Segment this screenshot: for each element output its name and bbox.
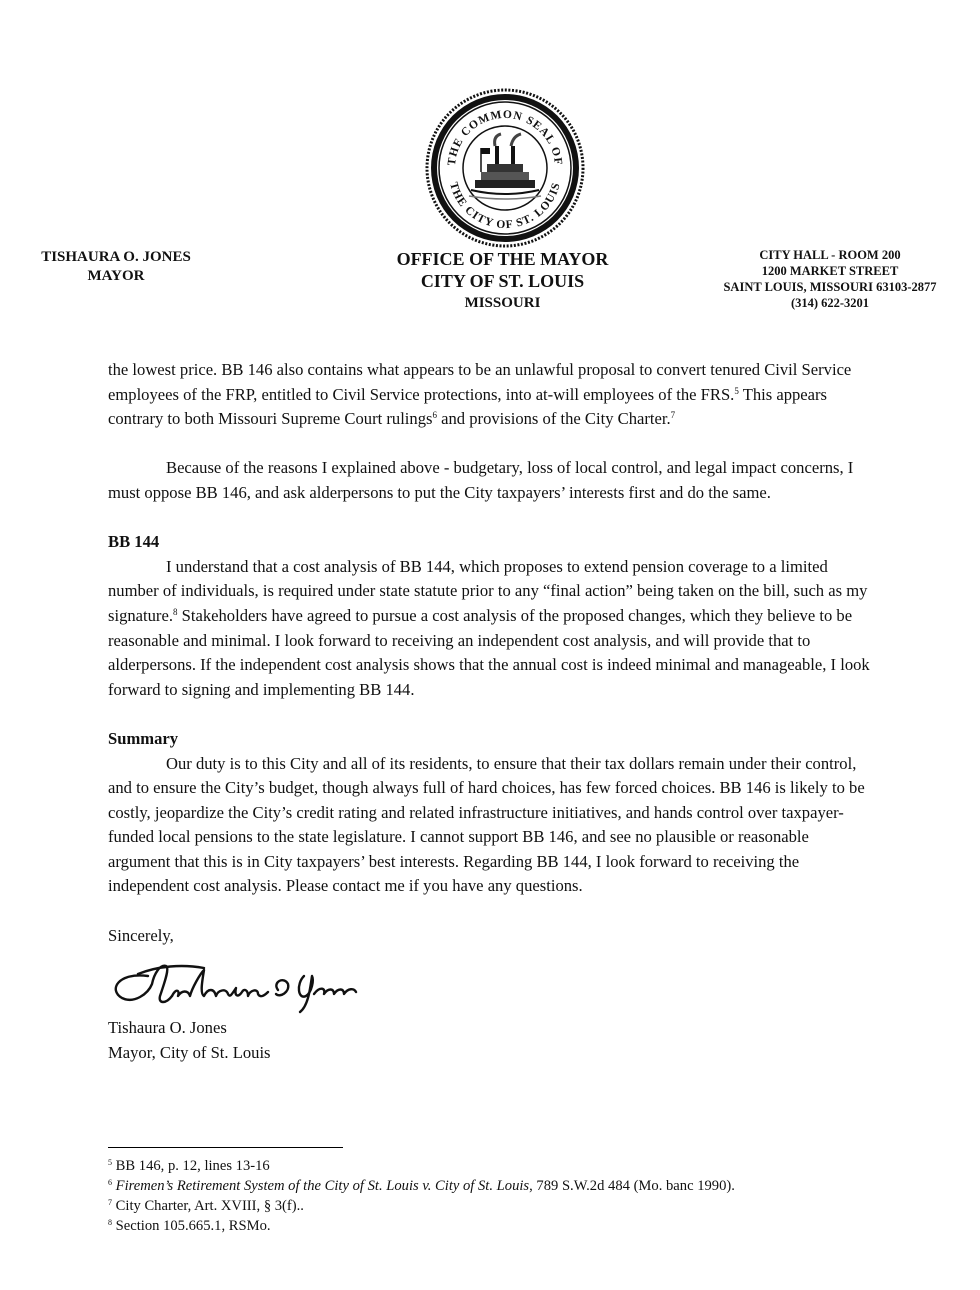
address-line-1: CITY HALL - ROOM 200 — [759, 248, 901, 262]
mayor-title: MAYOR — [87, 268, 145, 284]
letter-body — [108, 358, 873, 1065]
signer-name: Tishaura O. Jones — [108, 1018, 227, 1038]
footnote-7: $^7$ City Charter, Art. XVIII, § 3(f).. — [108, 1198, 304, 1214]
office-header — [380, 248, 625, 314]
footnote-ref-7[interactable]: 7 — [670, 410, 676, 421]
mayor-name: TISHAURA O. JONES — [41, 249, 191, 265]
office-city: CITY OF ST. LOUIS — [420, 271, 585, 291]
footnote-ref-8[interactable]: 8 — [172, 606, 178, 617]
address-header — [705, 247, 955, 311]
signer-title: Mayor, City of St. Louis — [108, 1042, 271, 1062]
city-seal — [425, 88, 585, 248]
footnote-6: $^6$ Firemen’s Retirement System of the City of St. Louis v. City of St. Louis, 789 S.W.2d 484 (Mo. banc 1990). — [108, 1178, 735, 1194]
svg-text:THE COMMON SEAL OF: THE COMMON SEAL OF — [445, 108, 565, 167]
phone-number: (314) 622-3201 — [790, 296, 870, 310]
footnotes — [108, 1156, 888, 1236]
office-state: MISSOURI — [464, 295, 541, 311]
closing: Sincerely, — [108, 925, 174, 945]
footnote-ref-5[interactable]: 5 — [734, 385, 739, 396]
address-line-2: 1200 MARKET STREET — [761, 264, 899, 278]
mayor-header — [30, 248, 202, 286]
paragraph-oppose-bb146: Because of the reasons I explained above - budgetary, loss of local control, and legal impact concerns, I must oppose BB 146, and ask alderpersons to put the City taxpayers’ interests first and do the same. — [108, 458, 854, 502]
paragraph-bb144: I understand that a cost analysis of BB 144, which proposes to extend pension coverage to a limited number of individuals, is required under state statute prior to any “final action” being taken on the bill, such as my signature.$^8$ Stakeholders have agreed to pursue a cost analysis of the proposed changes, which they believe to be reasonable and minimal. I look forward to receiving an independent cost analysis, and will provide that to alderpersons. If the independent cost analysis shows that the annual cost is indeed minimal and manageable, I look forward to signing and implementing BB 144. — [108, 556, 870, 699]
heading-summary: Summary — [108, 728, 179, 748]
footnote-ref-6[interactable]: 6 — [432, 410, 437, 421]
footnote-divider — [108, 1147, 343, 1148]
paragraph-summary: Our duty is to this City and all of its residents, to ensure that their tax dollars remain under their control, and to ensure the City’s budget, though always full of hard choices, has few forced choices. BB 146 is likely to be costly, jeopardize the City’s credit rating and related infrastructure initiatives, and hands control over taxpayer-funded local pensions to the state legislature. I cannot support BB 146, and see no plausible or reasonable argument that this is in City taxpayers’ best interests. Regarding BB 144, I look forward to receiving the independent cost analysis. Please contact me if you have any questions. — [108, 753, 865, 896]
heading-bb144: BB 144 — [108, 532, 160, 552]
signature-image — [108, 954, 368, 1014]
svg-text:THE CITY OF ST. LOUIS: THE CITY OF ST. LOUIS — [447, 180, 563, 232]
office-title: OFFICE OF THE MAYOR — [396, 249, 609, 269]
footnote-5: $^5$ BB 146, p. 12, lines 13-16 — [108, 1158, 270, 1174]
footnote-8: $^8$ Section 105.665.1, RSMo. — [108, 1218, 271, 1234]
paragraph-bb146-civil-service: the lowest price. BB 146 also contains what appears to be an unlawful proposal to convert tenured Civil Service employees of the FRP, entitled to Civil Service protections, into at-will employees of the FRS.$^5$ This appears contrary to both Missouri Supreme Court rulings$^6$ and provisions of the City Charter.$^7$ — [108, 360, 852, 429]
address-line-3: SAINT LOUIS, MISSOURI 63103-2877 — [723, 280, 937, 294]
